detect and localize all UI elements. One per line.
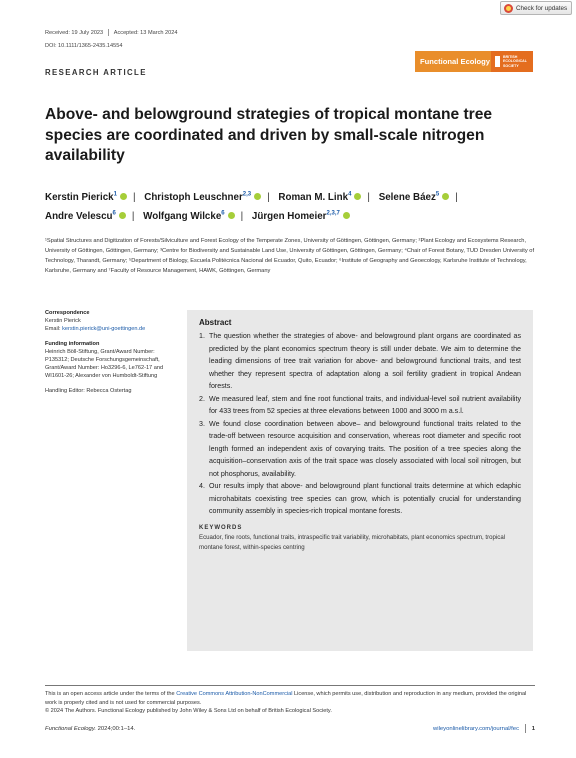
orcid-icon[interactable]: [354, 193, 361, 200]
orcid-icon[interactable]: [120, 193, 127, 200]
correspondence-block: [45, 309, 173, 333]
article-dates: [45, 29, 178, 36]
funding-heading: Funding information: [45, 340, 100, 347]
abstract-list: [199, 330, 521, 518]
license-notice: [45, 685, 535, 716]
abstract-box: [187, 310, 533, 651]
license-link[interactable]: Creative Commons Attribution-NonCommercial: [176, 691, 293, 697]
abstract-item: 4. Our results imply that above- and belowground plant functional traits determine at which edaphic microhabitats coexisting tree species can grow, which is potentially crucial for understanding community assembly in species-rich tropical montane forests.: [199, 482, 521, 515]
correspondence-heading: Correspondence: [45, 310, 90, 316]
keywords-heading: KEYWORDS: [199, 524, 243, 531]
author[interactable]: Selene Báez$^5$: [379, 192, 450, 203]
orcid-icon[interactable]: [254, 193, 261, 200]
correspondence-name: Kerstin Pierick: [45, 318, 81, 325]
article-type-label: RESEARCH ARTICLE: [45, 68, 147, 77]
accepted-date: Accepted: 13 March 2024: [113, 29, 178, 36]
abstract-item: 1. The question whether the strategies of above- and belowground plant organs are coordinated as predicted by the plant economics spectrum theory is still under debate. We aim to determine the leading dimensions of tree trait variation for above- and belowground functional traits, and test whether they represent spectra of adaptation along a soil fertility gradient in tropical Andean forests.: [199, 332, 521, 390]
correspondence-email: Email: kerstin.pierick@uni-goettingen.de: [45, 326, 146, 333]
check-for-updates-label: Check for updates: [516, 4, 568, 12]
author[interactable]: Wolfgang Wilcke$^6$: [143, 211, 234, 222]
orcid-icon[interactable]: [119, 212, 126, 219]
author[interactable]: Andre Velescu$^6$: [45, 211, 126, 222]
article-info-sidebar: [45, 309, 173, 401]
author[interactable]: Christoph Leuschner$^{2,3}$: [144, 192, 261, 203]
page-footer: [45, 724, 535, 733]
society-logo: [491, 51, 533, 72]
article-title: Above- and belowground strategies of tropical montane tree species are coordinated and driven by small-scale nitrogen availability: [45, 106, 493, 164]
author-list: Kerstin Pierick$^1$ | Christoph Leuschner$^{2,3}$ | Roman M. Link$^4$ | Selene Báez$^5$ | Andre Velescu$^6$ | Wolfgang Wilcke$^6$ | Jürgen Homeier$^{2,3,7}$: [45, 191, 458, 222]
abstract-heading: Abstract: [199, 318, 232, 327]
journal-name: Functional Ecology: [415, 51, 491, 72]
citation: Functional Ecology. 2024;00:1–14.: [45, 725, 136, 732]
date-divider: [108, 29, 109, 36]
society-name: BRITISH ECOLOGICAL SOCIETY: [503, 55, 527, 68]
abstract-item: 2. We measured leaf, stem and fine root functional traits, and individual-level soil nutrient availability for 433 trees from 52 species at three elevations between 1000 and 3000 m a.s.l.: [199, 394, 521, 415]
journal-url-link[interactable]: wileyonlinelibrary.com/journal/fec: [433, 725, 520, 732]
footer-divider: [525, 724, 526, 733]
author[interactable]: Roman M. Link$^4$: [278, 192, 361, 203]
copyright: © 2024 The Authors. Functional Ecology published by John Wiley & Sons Ltd on behalf of British Ecological Society.: [45, 708, 332, 715]
handling-editor: Handling Editor: Rebecca Ostertag: [45, 387, 132, 394]
orcid-icon[interactable]: [343, 212, 350, 219]
crossmark-icon: [504, 4, 513, 13]
abstract-item: 3. We found close coordination between above– and belowground functional traits related to the trade-off between resource acquisition and conservation, whereas root diameter and specific root length formed an independent axis of covarying traits. The position of a tree species along the acquisition–conservation axis of the trait space was closely associated with local soil nitrogen, but not phosphorus, availability.: [199, 419, 521, 478]
received-date: Received: 19 July 2023: [45, 29, 104, 36]
orcid-icon[interactable]: [228, 212, 235, 219]
check-for-updates-button[interactable]: [500, 1, 572, 15]
funding-text: Heinrich Böll-Stiftung, Grant/Award Number: P135312; Deutsche Forschungsgemeinschaft, Grant/Award Number: Ho3296-6, Le762-17 and WI1601-26; Alexander von Humboldt-Stiftung: [45, 348, 164, 380]
email-link[interactable]: kerstin.pierick@uni-goettingen.de: [62, 326, 146, 333]
doi[interactable]: DOI: 10.1111/1365-2435.14554: [45, 43, 123, 49]
society-mark-icon: [495, 56, 500, 67]
page-number: 1: [531, 725, 535, 732]
affiliations: ¹Spatial Structures and Digitization of Forests/Silviculture and Forest Ecology of the Temperate Zones, University of Göttingen, Göttingen, Germany; ²Plant Ecology and Ecosystems Research, University of Göttingen, Göttingen, Germany; ³Centre for Biodiversity and Sustainable Land Use, University of Göttingen, Göttingen, Germany; ⁴Chair of Forest Botany, TUD Dresden University of Technology, Tharandt, Germany; ⁵Department of Biology, Escuela Politécnica Nacional del Ecuador, Quito, Ecuador; ⁶Institute of Geography and Geoecology, Karlsruhe Institute of Technology, Karlsruhe, Germany and ⁷Faculty of Resource Management, HAWK, Göttingen, Germany: [45, 238, 535, 275]
keywords: Ecuador, fine roots, functional traits, intraspecific trait variability, microhabitats, plant economics spectrum, tropical montane forest, within-species centring: [199, 533, 506, 551]
license-text: This is an open access article under the terms of the Creative Commons Attribution-NonCommercial License, which permits use, distribution and reproduction in any medium, provided the original work is properly cited and is not used for commercial purposes.: [45, 691, 527, 706]
author[interactable]: Jürgen Homeier$^{2,3,7}$: [252, 211, 350, 222]
journal-logo[interactable]: [415, 51, 533, 72]
orcid-icon[interactable]: [442, 193, 449, 200]
funding-block: [45, 340, 173, 380]
author[interactable]: Kerstin Pierick$^1$: [45, 192, 127, 203]
